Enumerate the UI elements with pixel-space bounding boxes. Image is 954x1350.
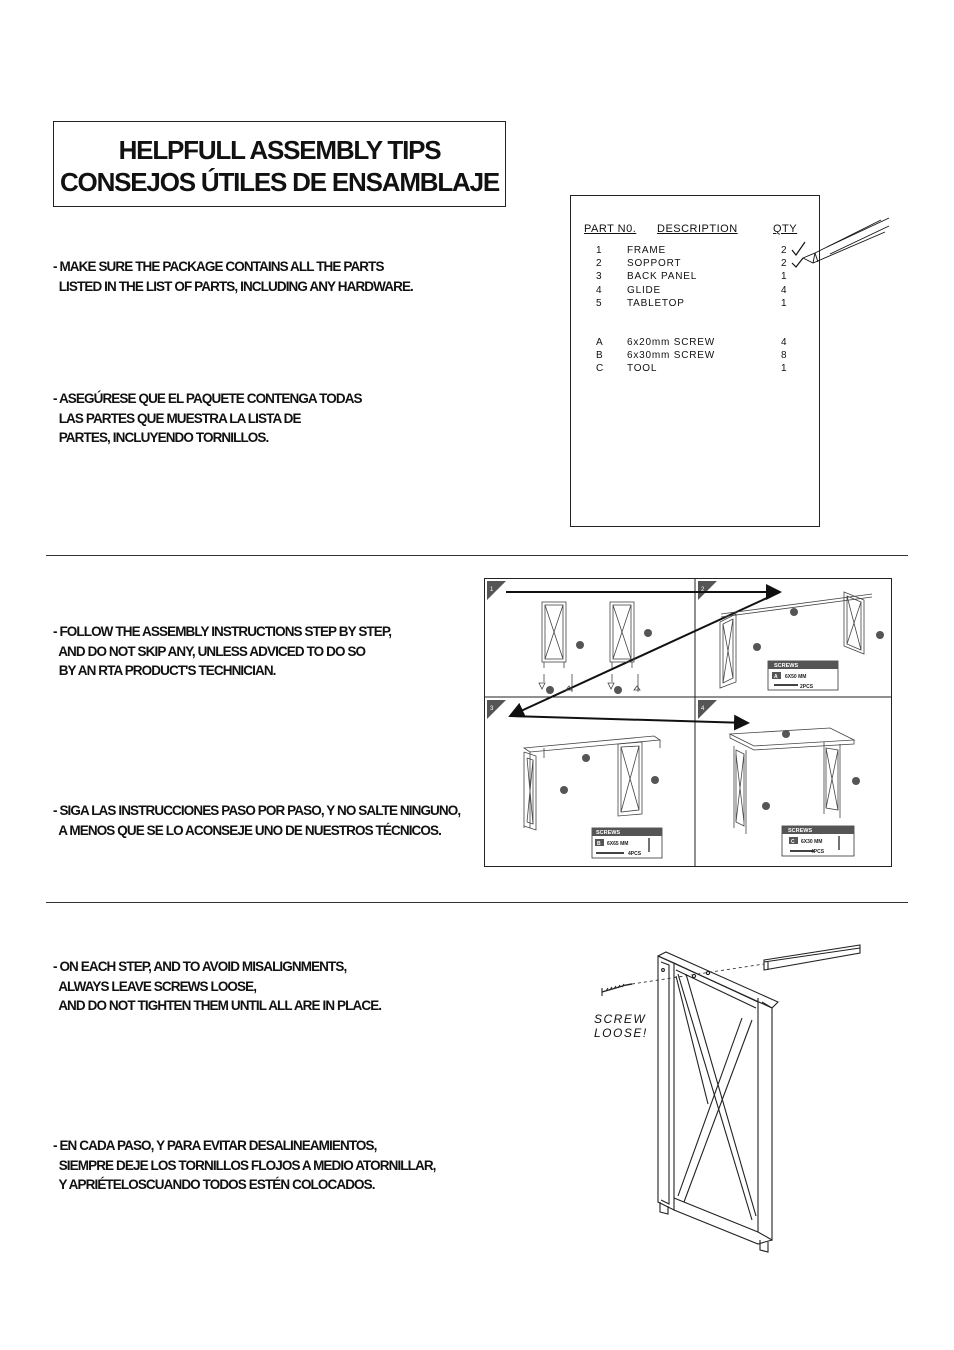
parts-column-description: FRAME SOPPORT BACK PANEL GLIDE TABLETOP xyxy=(627,245,698,309)
section-divider xyxy=(46,902,908,903)
parts-column-number: 1 2 3 4 5 xyxy=(596,245,603,309)
screw-loose-line-2: LOOSE! xyxy=(594,1026,648,1040)
step-3-number: 3 xyxy=(490,706,494,712)
screw-size-step-4: 6X30 MM xyxy=(801,839,823,845)
tip-follow-spanish: - SIGA LAS INSTRUCCIONES PASO POR PASO, Y NO SALTE NINGUNO, A MENOS QUE SE LO ACONSEJE UNO DE NUESTROS TÉCNICOS. xyxy=(53,803,461,838)
hardware-column-quantity: 4 8 1 xyxy=(781,337,788,375)
pencil-icon xyxy=(803,218,889,263)
parts-header-qty: QTY xyxy=(773,223,798,235)
title-line-english: HELPFULL ASSEMBLY TIPS xyxy=(118,135,441,165)
screw-code-step-4: C xyxy=(791,839,795,845)
screw-loose-line-1: SCREW xyxy=(594,1012,647,1026)
step-2-number: 2 xyxy=(701,587,705,593)
tip-loose-english: - ON EACH STEP, AND TO AVOID MISALIGNMENTS, ALWAYS LEAVE SCREWS LOOSE, AND DO NOT TIGHTEN THEM UNTIL ALL ARE IN PLACE. xyxy=(53,959,382,1013)
parts-header-description: DESCRIPTION xyxy=(657,223,738,235)
pencil-checkmark-icon xyxy=(785,214,895,274)
screw-size-step-2: 6X50 MM xyxy=(785,674,807,680)
tip-package-english: - MAKE SURE THE PACKAGE CONTAINS ALL THE PARTS LISTED IN THE LIST OF PARTS, INCLUDING ANY HARDWARE. xyxy=(53,259,413,294)
title-line-spanish: CONSEJOS ÚTILES DE ENSAMBLAJE xyxy=(59,167,500,197)
title-box xyxy=(53,121,506,207)
step-4-number: 4 xyxy=(701,706,705,712)
screw-code-step-2: A xyxy=(774,674,778,680)
screws-label-step-3: SCREWS xyxy=(596,830,621,836)
screw-size-step-3: 6X65 MM xyxy=(607,841,629,847)
tip-package-spanish: - ASEGÚRESE QUE EL PAQUETE CONTENGA TODAS LAS PARTES QUE MUESTRA LA LISTA DE PARTES, INCLUYENDO TORNILLOS. xyxy=(53,391,362,445)
tip-follow-english: - FOLLOW THE ASSEMBLY INSTRUCTIONS STEP BY STEP, AND DO NOT SKIP ANY, UNLESS ADVICED TO DO SO BY AN RTA PRODUCT'S TECHNICIAN. xyxy=(53,624,392,678)
parts-header-part-no: PART N0. xyxy=(584,223,637,235)
frame-screw-loose-illustration xyxy=(596,940,864,1255)
hardware-column-description: 6x20mm SCREW 6x30mm SCREW TOOL xyxy=(627,337,715,375)
screws-label-step-2: SCREWS xyxy=(774,663,799,669)
hardware-column-letter: A B C xyxy=(596,337,605,375)
step-1-number: 1 xyxy=(490,587,494,593)
screw-qty-step-3: 4PCS xyxy=(628,851,642,857)
screw-qty-step-4: 4PCS xyxy=(811,849,825,855)
checkmark-icon xyxy=(792,242,805,255)
screw-code-step-3: B xyxy=(597,841,601,847)
section-divider xyxy=(46,555,908,556)
part-callouts xyxy=(546,608,884,810)
checkmark-icon xyxy=(792,258,803,267)
tip-loose-spanish: - EN CADA PASO, Y PARA EVITAR DESALINEAMIENTOS, SIEMPRE DEJE LOS TORNILLOS FLOJOS A MEDIO ATORNILLAR, Y APRIÉTELOSCUANDO TODOS ESTÉN COLOCADOS. xyxy=(53,1138,436,1192)
screw-qty-step-2: 2PCS xyxy=(800,684,814,690)
parts-column-quantity: 2 2 1 4 1 xyxy=(781,245,788,309)
screws-label-step-4: SCREWS xyxy=(788,828,813,834)
assembly-steps-illustration xyxy=(484,578,892,867)
